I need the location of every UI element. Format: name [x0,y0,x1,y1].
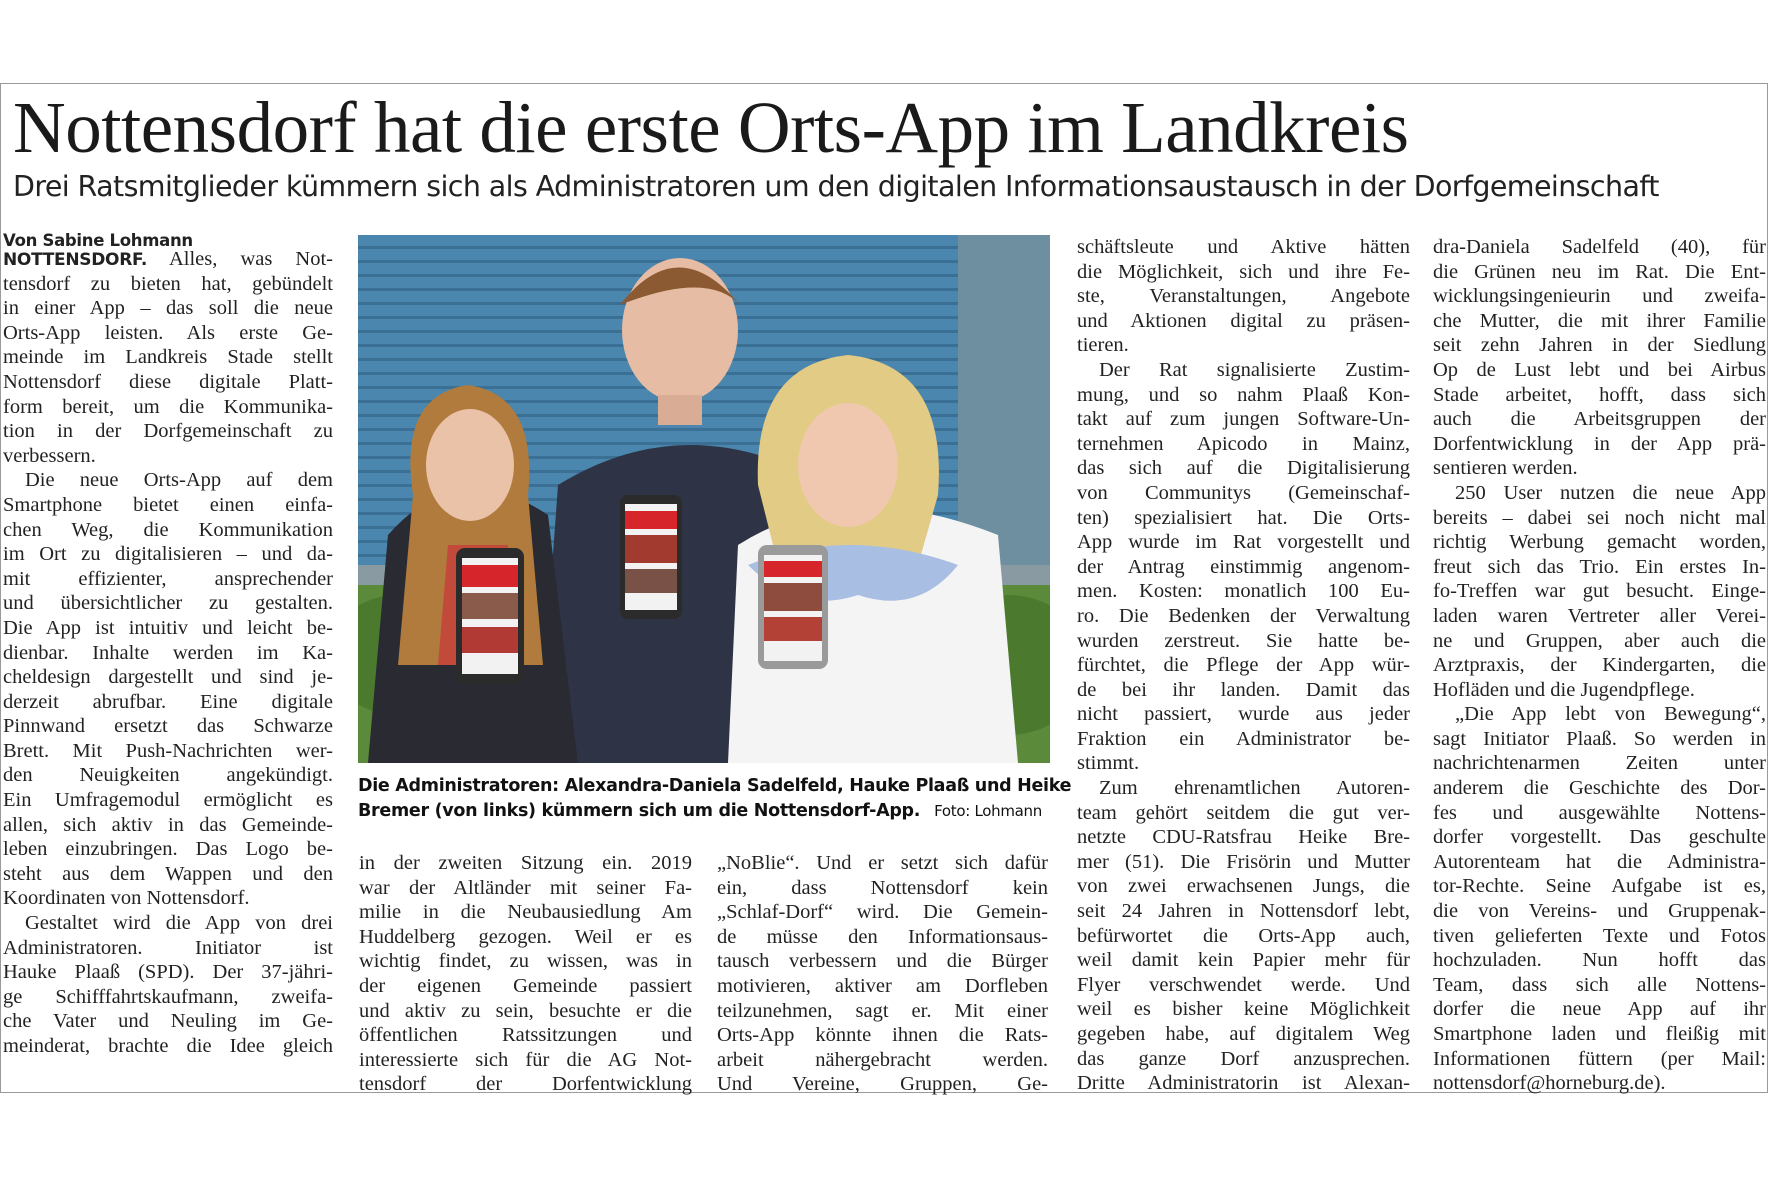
text-line: schäftsleute und Aktive hätten [1077,236,1410,258]
text-line: tieren. [1077,334,1129,357]
text-line: seit zehn Jahren in der Siedlung [1433,334,1766,357]
text-line: milie in die Neubausiedlung Am [359,901,692,924]
text-line: verbessern. [3,444,96,467]
text-line: men. Kosten: monatlich 100 Eu- [1077,580,1410,603]
text-line: ein, dass Nottensdorf kein [717,876,1048,899]
text-line: steht aus dem Wappen und den [3,862,333,885]
text-line: Orts-App könnte ihnen die Rats- [717,1024,1048,1047]
text-line: mer (51). Die Frisörin und Mutter [1077,850,1410,873]
text-line: Autorenteam hat die Administra- [1433,850,1766,873]
text-line: Brett. Mit Push-Nachrichten wer- [3,739,333,762]
text-line: weil damit kein Papier mehr für [1077,949,1410,972]
text-line: chen Weg, die Kommunikation [3,518,333,541]
text-line: öffentlichen Ratssitzungen und [359,1024,692,1047]
caption-line-2 [358,799,1050,824]
text-line: takt auf zum jungen Software-Un- [1077,408,1410,431]
text-line: Und Vereine, Gruppen, Ge- [717,1073,1048,1096]
text-line [3,247,333,272]
text-line: „Schlaf-Dorf“ wird. Die Gemein- [717,901,1048,924]
text-line: und übersichtlicher zu gestalten. [3,592,333,615]
text-line-content: Alles, was Not- [146,248,333,270]
caption-line-1: Die Administratoren: Alexandra-Daniela Sadelfeld, Hauke Plaaß und Heike [358,776,1072,796]
text-line: arbeit nähergebracht werden. [717,1048,1048,1071]
text-line: ste, Veranstaltungen, Angebote [1077,285,1410,308]
text-line: Dritte Administratorin ist Alexan- [1077,1072,1410,1095]
text-line: ne und Gruppen, aber auch die [1433,629,1766,652]
text-line: in einer App – das soll die neue [3,297,333,320]
article-photo [358,235,1050,763]
text-line: Informationen füttern (per Mail: [1433,1047,1766,1070]
text-line: Hofläden und die Jugendpflege. [1433,678,1695,701]
text-line: der Antrag einstimmig angenom- [1077,555,1410,578]
text-line: anderem die Geschichte des Dor- [1433,777,1766,800]
text-line: che Mutter, die mit ihrer Familie [1433,309,1766,332]
text-line: gegeben habe, auf digitalem Weg [1077,1023,1410,1045]
text-line: tiven gelieferten Texte und Fotos [1433,924,1766,947]
text-line: mit effizienter, ansprechender [3,567,333,590]
text-line: Stade arbeitet, hofft, dass sich [1433,383,1766,406]
text-line: Zum ehrenamtlichen Autoren- [1099,777,1410,800]
text-line: tensdorf der Dorfentwicklung [359,1073,692,1096]
text-line: Gestaltet wird die App von drei [25,912,333,935]
text-line: Op de Lust lebt und bei Airbus [1433,358,1766,381]
caption-app-name: Nottensdorf-App. [753,801,921,821]
text-line: mung, und so nahm Plaaß Kon- [1077,383,1410,406]
text-line: form bereit, um die Kommunika- [3,395,333,418]
text-line: von Communitys (Gemeinschaf- [1077,481,1410,504]
text-line: Pinnwand ersetzt das Schwarze [3,715,333,738]
text-line: Arztpraxis, der Kindergarten, die [1433,654,1766,677]
text-line: und aktiv zu sein, besuchte er die [359,999,692,1022]
text-line: Administratoren. Initiator ist [3,936,333,959]
text-line: de müsse den Informationsaus- [717,925,1048,948]
text-line: ternehmen Apicodo in Mainz, [1077,432,1410,455]
text-line: ro. Die Bedenken der Verwaltung [1077,604,1410,627]
text-line: von zwei erwachsenen Jungs, die [1077,875,1410,898]
text-line: den Neuigkeiten angekündigt. [3,764,333,787]
text-line: die Grünen neu im Rat. Die Ent- [1433,260,1766,283]
text-line: team gehört seitdem die gut ver- [1077,801,1410,824]
text-line: der eigenen Gemeinde passiert [359,974,692,997]
text-line: seit 24 Jahren in Nottensdorf lebt, [1077,900,1410,923]
text-line: fes und ausgewählte Nottens- [1433,801,1766,824]
caption-text: Bremer (von links) kümmern sich um die [358,801,748,821]
text-line: interessierte sich für die AG Not- [359,1048,692,1071]
text-line: die von Vereins- und Gruppenak- [1433,900,1766,923]
text-line: dra-Daniela Sadelfeld (40), für [1433,236,1766,258]
text-line: nicht passiert, wurde aus jeder [1077,703,1410,726]
text-line: meinde im Landkreis Stade stellt [3,346,333,369]
text-line: war der Altländer mit seiner Fa- [359,876,692,899]
text-line: Die neue Orts-App auf dem [25,469,333,492]
text-line: Dorfentwicklung in der App prä- [1433,432,1766,455]
text-line: wurden zerstreut. Sie hatte be- [1077,629,1410,652]
text-line: tor-Rechte. Seine Aufgabe ist es, [1433,875,1766,898]
text-line: teilzunehmen, sagt er. Mit einer [717,999,1048,1022]
text-line: stimmt. [1077,752,1140,775]
text-line: che Vater und Neuling im Ge- [3,1010,333,1033]
text-line: fo-Treffen war gut besucht. Einge- [1433,580,1766,603]
text-line: motivieren, aktiver am Dorfleben [717,974,1048,997]
text-line: „NoBlie“. Und er setzt sich dafür [717,852,1048,874]
text-line: und Aktionen digital zu präsen- [1077,309,1410,332]
text-line: allen, sich aktiv in das Gemeinde- [3,813,333,836]
text-line: Die App ist intuitiv und leicht be- [3,616,333,639]
text-line: ten) spezialisiert hat. Die Orts- [1077,506,1410,529]
text-line: Hauke Plaaß (SPD). Der 37-jähri- [3,961,333,984]
text-line: App wurde im Rat vorgestellt und [1077,531,1410,554]
text-line: laden waren Vertreter aller Verei- [1433,604,1766,627]
text-line: nachrichtenarmen Zeiten unter [1433,752,1766,775]
text-line: bereits – dabei sei noch nicht mal [1433,506,1766,529]
text-line: dorfer die neue App auf ihr [1433,998,1766,1021]
article-column-2 [359,851,692,1097]
dateline: NOTTENSDORF. [3,250,147,270]
text-line: tensdorf zu bieten hat, gebündelt [3,272,333,295]
photo-credit: Foto: Lohmann [934,802,1042,820]
text-line: das ganze Dorf anzusprechen. [1077,1047,1410,1070]
text-line: in der zweiten Sitzung ein. 2019 [359,852,692,874]
text-line: Smartphone bietet einen einfa- [3,493,333,516]
photo-caption [358,774,1072,824]
text-line: dienbar. Inhalte werden im Ka- [3,641,333,664]
headline: Nottensdorf hat die erste Orts-App im Landkreis [13,87,1409,168]
text-line: befürwortet die Orts-App auch, [1077,924,1410,947]
text-line: nottensdorf@horneburg.de). [1433,1072,1666,1095]
text-line: Team, dass sich alle Nottens- [1433,973,1766,996]
text-line: tausch verbessern und die Bürger [717,950,1048,973]
text-line: die Möglichkeit, sich und ihre Fe- [1077,260,1410,283]
byline: Von Sabine Lohmann [3,231,193,250]
article-column-3 [717,851,1048,1097]
text-line: weil es bisher keine Möglichkeit [1077,998,1410,1021]
text-line: sagt Initiator Plaaß. So werden in [1433,727,1766,750]
text-line: dorfer vorgestellt. Das geschulte [1433,826,1766,849]
subheadline: Drei Ratsmitglieder kümmern sich als Administratoren um den digitalen Informationsaustausch in der Dorfgemeinschaft [13,170,1659,203]
text-line: Huddelberg gezogen. Weil er es [359,925,692,948]
text-line: Nottensdorf diese digitale Platt- [3,370,333,393]
article-column-5 [1433,235,1766,1096]
text-line: richtig Werbung gemacht worden, [1433,531,1766,554]
text-line: „Die App lebt von Bewegung“, [1455,703,1766,726]
text-line: Fraktion ein Administrator be- [1077,727,1410,750]
text-line: wichtig findet, zu wissen, was in [359,950,692,973]
article-column-1 [3,247,333,1059]
text-line: Orts-App leisten. Als erste Ge- [3,321,333,344]
text-line: netzte CDU-Ratsfrau Heike Bre- [1077,826,1410,849]
text-line: das sich auf die Digitalisierung [1077,457,1410,480]
text-line: im Ort zu digitalisieren – und da- [3,543,333,566]
text-line: Koordinaten von Nottensdorf. [3,887,250,910]
text-line: auch die Arbeitsgruppen der [1433,408,1766,431]
text-line: de bei ihr landen. Damit das [1077,678,1410,701]
text-line: wicklungsingenieurin und zweifa- [1433,285,1766,308]
text-line: tion in der Dorfgemeinschaft zu [3,420,333,443]
newspaper-clipping [0,83,1768,1096]
article-column-4 [1077,235,1410,1096]
text-line: meinderat, brachte die Idee gleich [3,1035,333,1057]
text-line: leben einzubringen. Das Logo be- [3,838,333,861]
text-line: ge Schifffahrtskaufmann, zweifa- [3,985,333,1008]
text-line: sentieren werden. [1433,457,1578,480]
text-line: fürchtet, die Pflege der App wür- [1077,654,1410,677]
text-line: 250 User nutzen die neue App [1455,481,1766,504]
text-line: Der Rat signalisierte Zustim- [1099,358,1410,381]
text-line: hochzuladen. Nun hofft das [1433,949,1766,972]
text-line: Smartphone laden und fleißig mit [1433,1023,1766,1045]
text-line: Flyer verschwendet werde. Und [1077,973,1410,996]
text-line: Ein Umfragemodul ermöglicht es [3,789,333,812]
text-line: derzeit abrufbar. Eine digitale [3,690,333,713]
text-line: cheldesign dargestellt und sind je- [3,666,333,689]
text-line: freut sich das Trio. Ein erstes In- [1433,555,1766,578]
